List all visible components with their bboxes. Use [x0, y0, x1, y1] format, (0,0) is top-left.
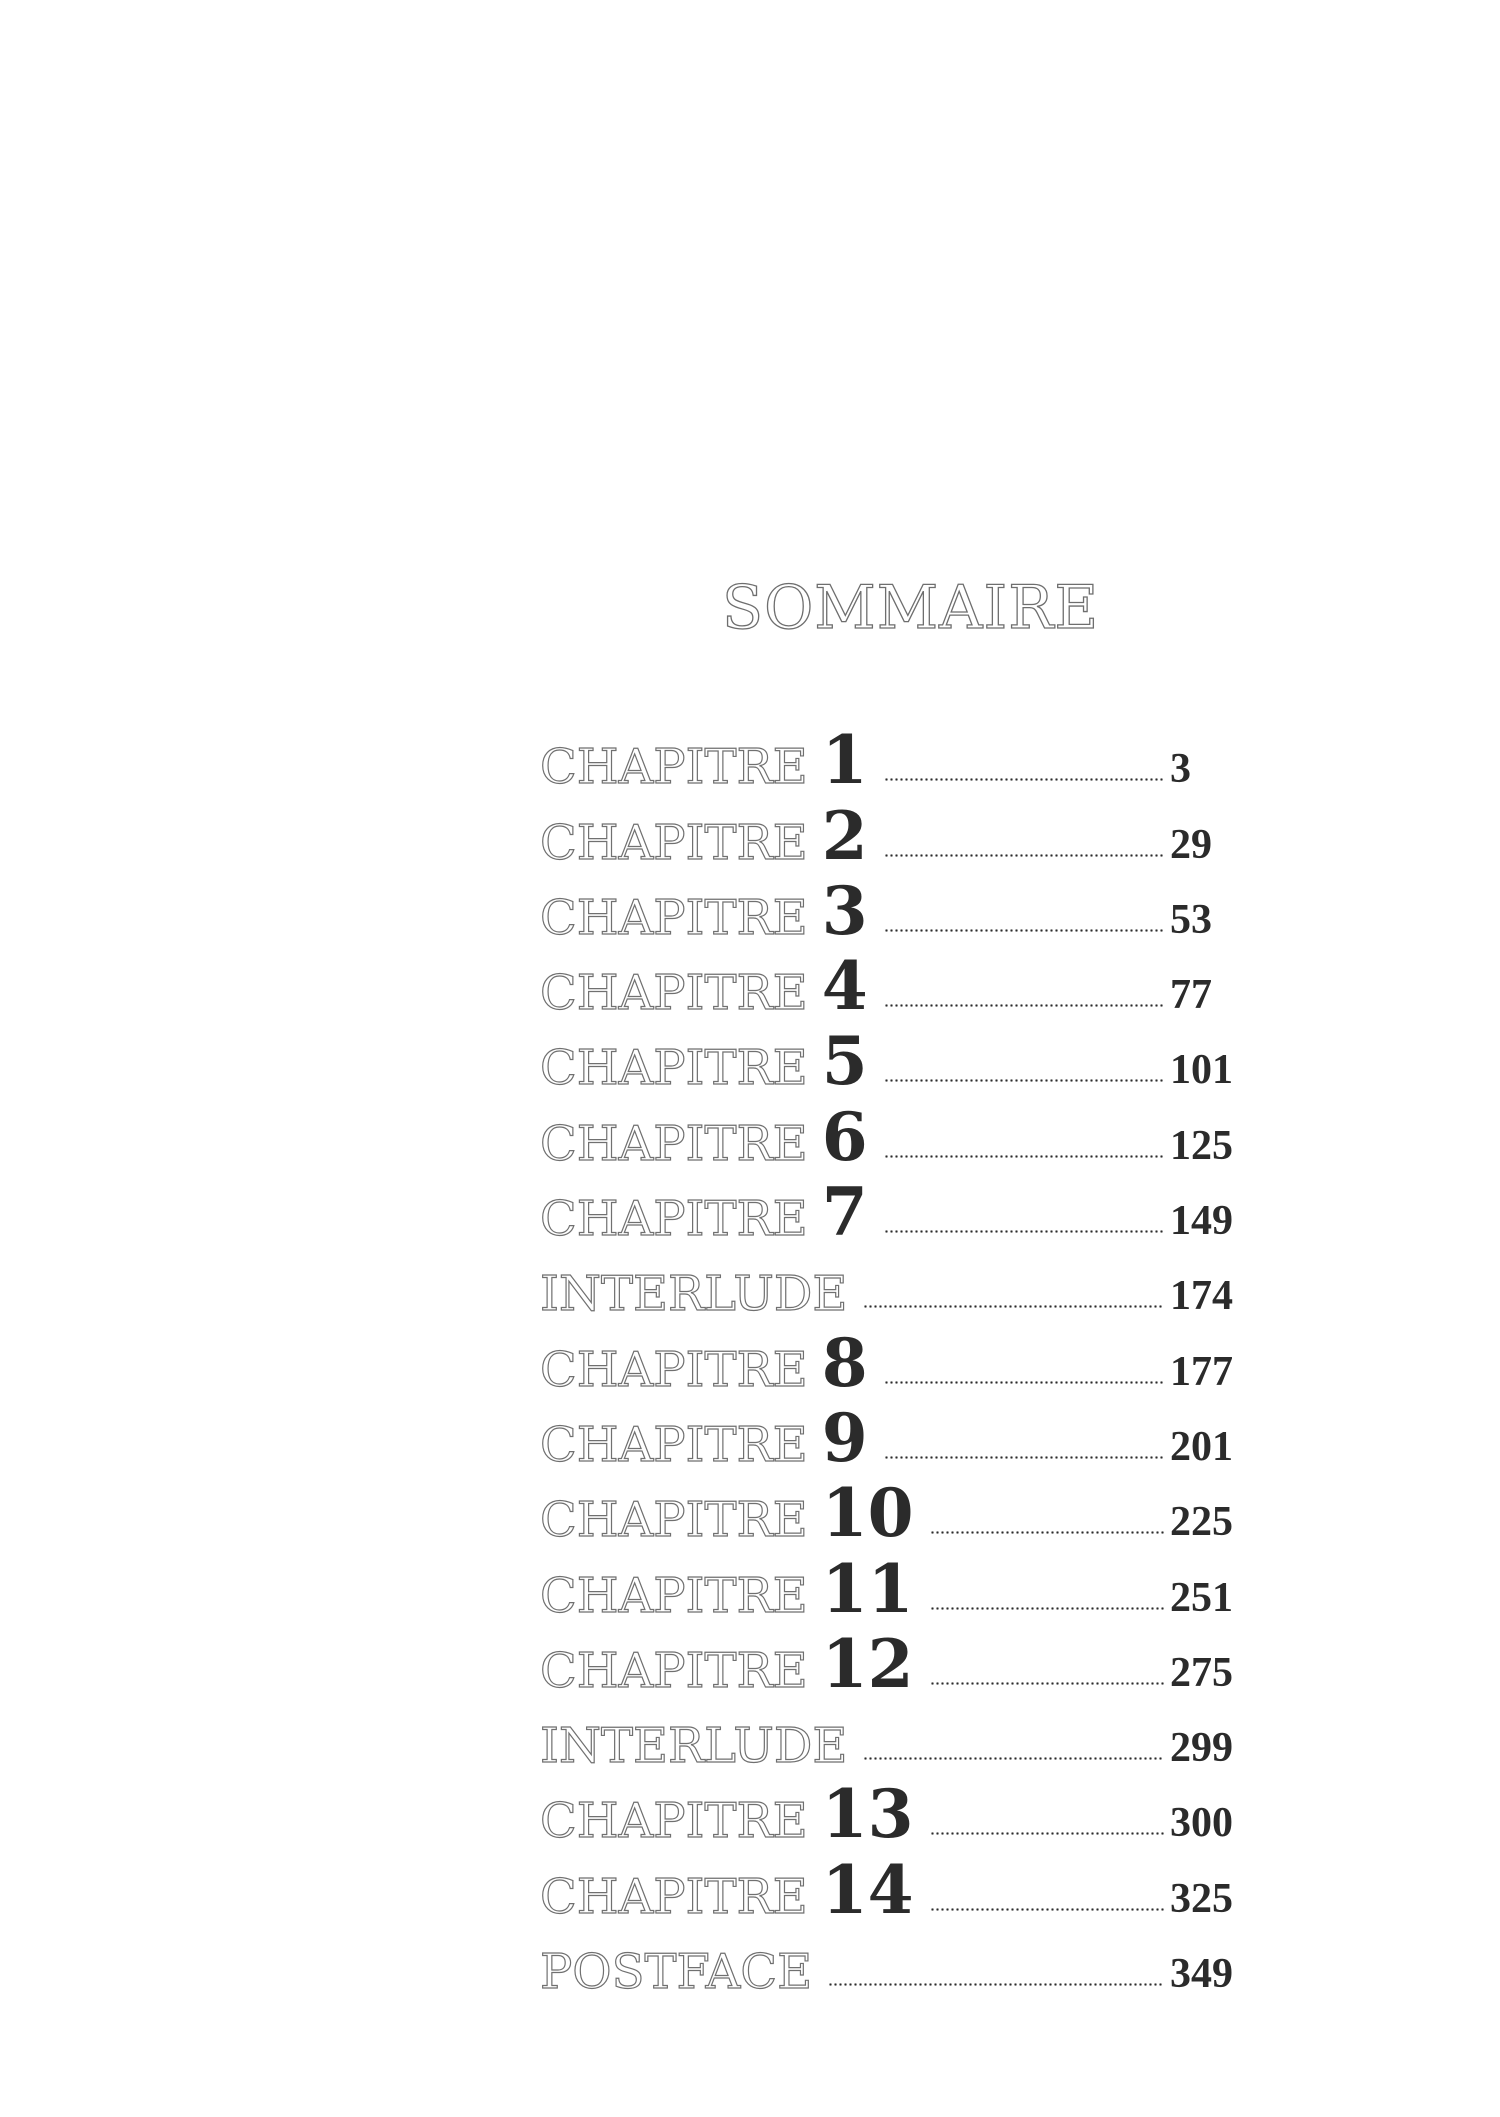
page-number: 325 — [1170, 1875, 1233, 1922]
page-number: 3 — [1170, 746, 1191, 793]
entry-label: CHAPITRE — [540, 1492, 808, 1549]
dot-leader — [884, 1079, 1164, 1082]
entry-label: CHAPITRE — [540, 1868, 808, 1925]
chapter-number: 4 — [821, 947, 868, 1026]
chapter-number: 11 — [821, 1549, 914, 1628]
toc-entry[interactable] — [540, 871, 1240, 950]
toc-entry[interactable] — [540, 1473, 1240, 1553]
dot-leader — [930, 1531, 1164, 1534]
entry-label: CHAPITRE — [540, 739, 808, 796]
entry-label: CHAPITRE — [540, 889, 808, 946]
toc-entry[interactable] — [540, 1247, 1240, 1322]
entry-label: POSTFACE — [540, 1944, 813, 2001]
chapter-number: 12 — [821, 1624, 914, 1703]
chapter-number: 10 — [821, 1474, 914, 1553]
toc-entry[interactable] — [540, 1849, 1240, 1929]
chapter-number: 6 — [821, 1097, 868, 1176]
dot-leader — [828, 1983, 1164, 1986]
page-number: 225 — [1170, 1499, 1233, 1546]
dot-leader — [884, 854, 1164, 857]
entry-label: INTERLUDE — [540, 1718, 848, 1775]
toc-entry[interactable] — [540, 1548, 1240, 1628]
page-number: 53 — [1170, 896, 1212, 943]
entry-label: CHAPITRE — [540, 1793, 808, 1850]
chapter-number: 14 — [821, 1850, 914, 1929]
toc-entry[interactable] — [540, 795, 1240, 875]
chapter-number: 5 — [821, 1022, 868, 1101]
toc-entry[interactable] — [540, 1322, 1240, 1402]
entry-label: CHAPITRE — [540, 1191, 808, 1248]
dot-leader — [884, 1456, 1164, 1459]
chapter-number: 3 — [821, 871, 868, 950]
page-title: SOMMAIRE — [722, 573, 1100, 643]
chapter-number: 8 — [821, 1323, 868, 1402]
dot-leader — [930, 1832, 1164, 1835]
chapter-number: 1 — [821, 721, 868, 800]
dot-leader — [930, 1908, 1164, 1911]
toc-entry[interactable] — [540, 1398, 1240, 1477]
toc-entry[interactable] — [540, 946, 1240, 1026]
dot-leader — [884, 929, 1164, 932]
dot-leader — [884, 1230, 1164, 1233]
entry-label: CHAPITRE — [540, 814, 808, 871]
entry-label: CHAPITRE — [540, 1642, 808, 1699]
chapter-number: 2 — [821, 796, 868, 875]
toc-entry[interactable] — [540, 1096, 1240, 1176]
page-number: 201 — [1170, 1423, 1233, 1470]
page-number: 149 — [1170, 1198, 1233, 1245]
entry-label: INTERLUDE — [540, 1266, 848, 1323]
dot-leader — [930, 1607, 1164, 1610]
page-number: 299 — [1170, 1725, 1233, 1772]
page-number: 251 — [1170, 1574, 1233, 1621]
dot-leader — [930, 1682, 1164, 1685]
dot-leader — [884, 778, 1164, 781]
chapter-number: 7 — [821, 1173, 868, 1252]
entry-label: CHAPITRE — [540, 1341, 808, 1398]
dot-leader — [884, 1004, 1164, 1007]
table-of-contents — [540, 720, 1240, 2000]
toc-entry[interactable] — [540, 1021, 1240, 1101]
page-number: 101 — [1170, 1047, 1233, 1094]
entry-label: CHAPITRE — [540, 965, 808, 1022]
toc-entry[interactable] — [540, 1624, 1240, 1703]
page-number: 177 — [1170, 1348, 1233, 1395]
entry-label: CHAPITRE — [540, 1040, 808, 1097]
chapter-number: 9 — [821, 1398, 868, 1477]
dot-leader — [884, 1155, 1164, 1158]
toc-entry[interactable] — [540, 1774, 1240, 1854]
entry-label: CHAPITRE — [540, 1567, 808, 1624]
dot-leader — [863, 1305, 1164, 1308]
page-number: 77 — [1170, 972, 1212, 1019]
entry-label: CHAPITRE — [540, 1416, 808, 1473]
page-number: 174 — [1170, 1273, 1233, 1320]
entry-label: CHAPITRE — [540, 1115, 808, 1172]
chapter-number: 13 — [821, 1775, 914, 1854]
page-number: 300 — [1170, 1800, 1233, 1847]
page-number: 125 — [1170, 1122, 1233, 1169]
page-number: 275 — [1170, 1649, 1233, 1696]
toc-entry[interactable] — [540, 720, 1240, 800]
toc-entry[interactable] — [540, 1925, 1240, 2000]
dot-leader — [884, 1381, 1164, 1384]
toc-entry[interactable] — [540, 1699, 1240, 1774]
page-number: 349 — [1170, 1951, 1233, 1998]
toc-entry[interactable] — [540, 1172, 1240, 1252]
page-number: 29 — [1170, 821, 1212, 868]
dot-leader — [863, 1757, 1164, 1760]
